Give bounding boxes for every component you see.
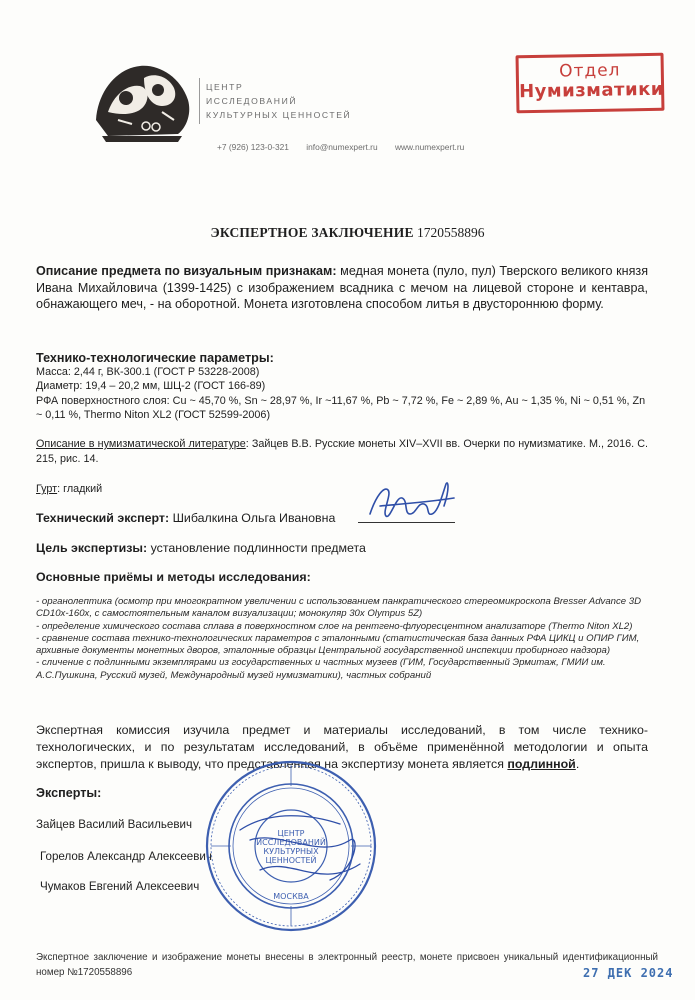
edge-label: Гурт [36,483,58,495]
date-stamp: 27 ДЕК 2024 [583,966,674,980]
certificate-number: 1720558896 [417,225,485,240]
email: info@numexpert.ru [306,142,378,152]
literature [36,437,648,467]
expert-name: Чумаков Евгений Алексеевич [40,880,200,893]
title-label: ЭКСПЕРТНОЕ ЗАКЛЮЧЕНИЕ [210,225,414,240]
tech-expert-signature [362,476,458,526]
conclusion-end: . [575,756,580,771]
experts-signature [230,800,380,920]
department-stamp [516,53,665,114]
methods-list [36,596,648,682]
footer-note: Экспертное заключение и изображение монеты внесены в электронный реестр, монете присвоен уникальный идентификационный номер №1720558896 [36,952,658,978]
phone: +7 (926) 123-0-321 [217,142,289,152]
org-line: ИССЛЕДОВАНИЙ [206,96,298,106]
website: www.numexpert.ru [394,142,465,152]
logo-illustration [88,50,196,148]
expert-name: Горелов Александр Алексеевич [40,850,212,863]
organization-name [206,80,351,122]
seal-bottom-text: МОСКВА [273,892,309,901]
method-item: - сличение с подлинными экземплярами из государственных и частных музеев (ГИМ, Государственный Эрмитаж, ГМИИ им. А.С.Пушкина, Русский музей, Международный музей нумизматики), частных собраний [36,657,606,681]
org-line: КУЛЬТУРНЫХ ЦЕННОСТЕЙ [206,110,352,120]
dept-stamp-line1: Отдел [558,60,621,82]
method-item: - определение химического состава сплава в поверхностном слое на рентгено-флуоресцентном анализаторе (Thermo Niton XL2) [36,620,633,632]
technical-parameters [36,351,648,422]
purpose [36,541,648,555]
description-label: Описание предмета по визуальным признакам: [36,264,337,278]
contacts [217,142,479,152]
document-title [0,225,695,241]
literature-label: Описание в нумизматической литературе [36,438,246,450]
seal-center-line: ЦЕНТР [277,829,305,838]
verdict: подлинной [507,756,576,771]
param-line: Масса: 2,44 г, ВК-300.1 (ГОСТ Р 53228-2008) [36,366,260,379]
seal-center-line: КУЛЬТУРНЫХ [263,847,319,856]
item-description [36,263,648,313]
literature-text: : Зайцев В.В. Русские монеты XIV–XVII вв. Очерки по нумизматике. М., 2016. С. 215, рис. 14. [36,438,648,465]
method-item: - сравнение состава технико-технологических параметров с эталонными (статистическая база данных РФА ЦИКЦ и ОПИР ГИМ, архивные документы монетных дворов, эталонные образцы Центральной государственной инспекции пробирного надзора) [36,632,640,657]
technical-expert [36,511,648,525]
experts-heading: Эксперты: [36,786,102,800]
tech-expert-label: Технический эксперт: [36,511,170,525]
edge-text: : гладкий [57,483,103,495]
dept-stamp-line2: Нумизматики [518,78,665,103]
header-divider [199,78,200,124]
edge-info [36,483,648,495]
param-line: Диаметр: 19,4 – 20,2 мм, ШЦ-2 (ГОСТ 166-89) [36,380,266,393]
description-text: медная монета (пуло, пул) Тверского великого князя Ивана Михайловича (1399-1425) с изображением всадника с мечом на лицевой стороне и кентавра, обнажающего меч, - на оборотной. Монета изготовлена способом литья в двустороннюю форму. [36,264,649,311]
params-label: Технико-технологические параметры: [36,351,274,365]
purpose-text: установление подлинности предмета [150,541,366,555]
param-line: РФА поверхностного слоя: Cu ~ 45,70 %, Sn ~ 28,97 %, Ir ~11,67 %, Pb ~ 7,72 %, Fe ~ 2,89 %, Au ~ 1,35 %, Ni ~ 0,51 %, Zn ~ 0,11 %, Thermo Niton XL2 (ГОСТ 52599-2006) [36,394,646,421]
org-line: ЦЕНТР [206,82,244,92]
tech-expert-name: Шибалкина Ольга Ивановна [172,511,336,525]
method-item: - органолептика (осмотр при многократном увеличении с использованием панкратического стереомикроскопа Bresser Advance 3D CD10x-160x, с самостоятельным каналом визуализации; монокуляр 30x Olympus 5Z) [36,596,642,620]
purpose-label: Цель экспертизы: [36,541,148,555]
expert-name: Зайцев Василий Васильевич [36,818,193,831]
seal-center-line: ЦЕННОСТЕЙ [265,856,317,865]
conclusion-text: Экспертная комиссия изучила предмет и материалы исследований, в том числе технико-технологических, и по результатам исследований, в объёме применённой методологии и опыта экспертов, пришла к выводу, что представленная на экспертизу монета является [36,723,648,771]
seal-center-line: ИССЛЕДОВАНИЙ [256,838,326,847]
methods-heading: Основные приёмы и методы исследования: [36,570,311,584]
